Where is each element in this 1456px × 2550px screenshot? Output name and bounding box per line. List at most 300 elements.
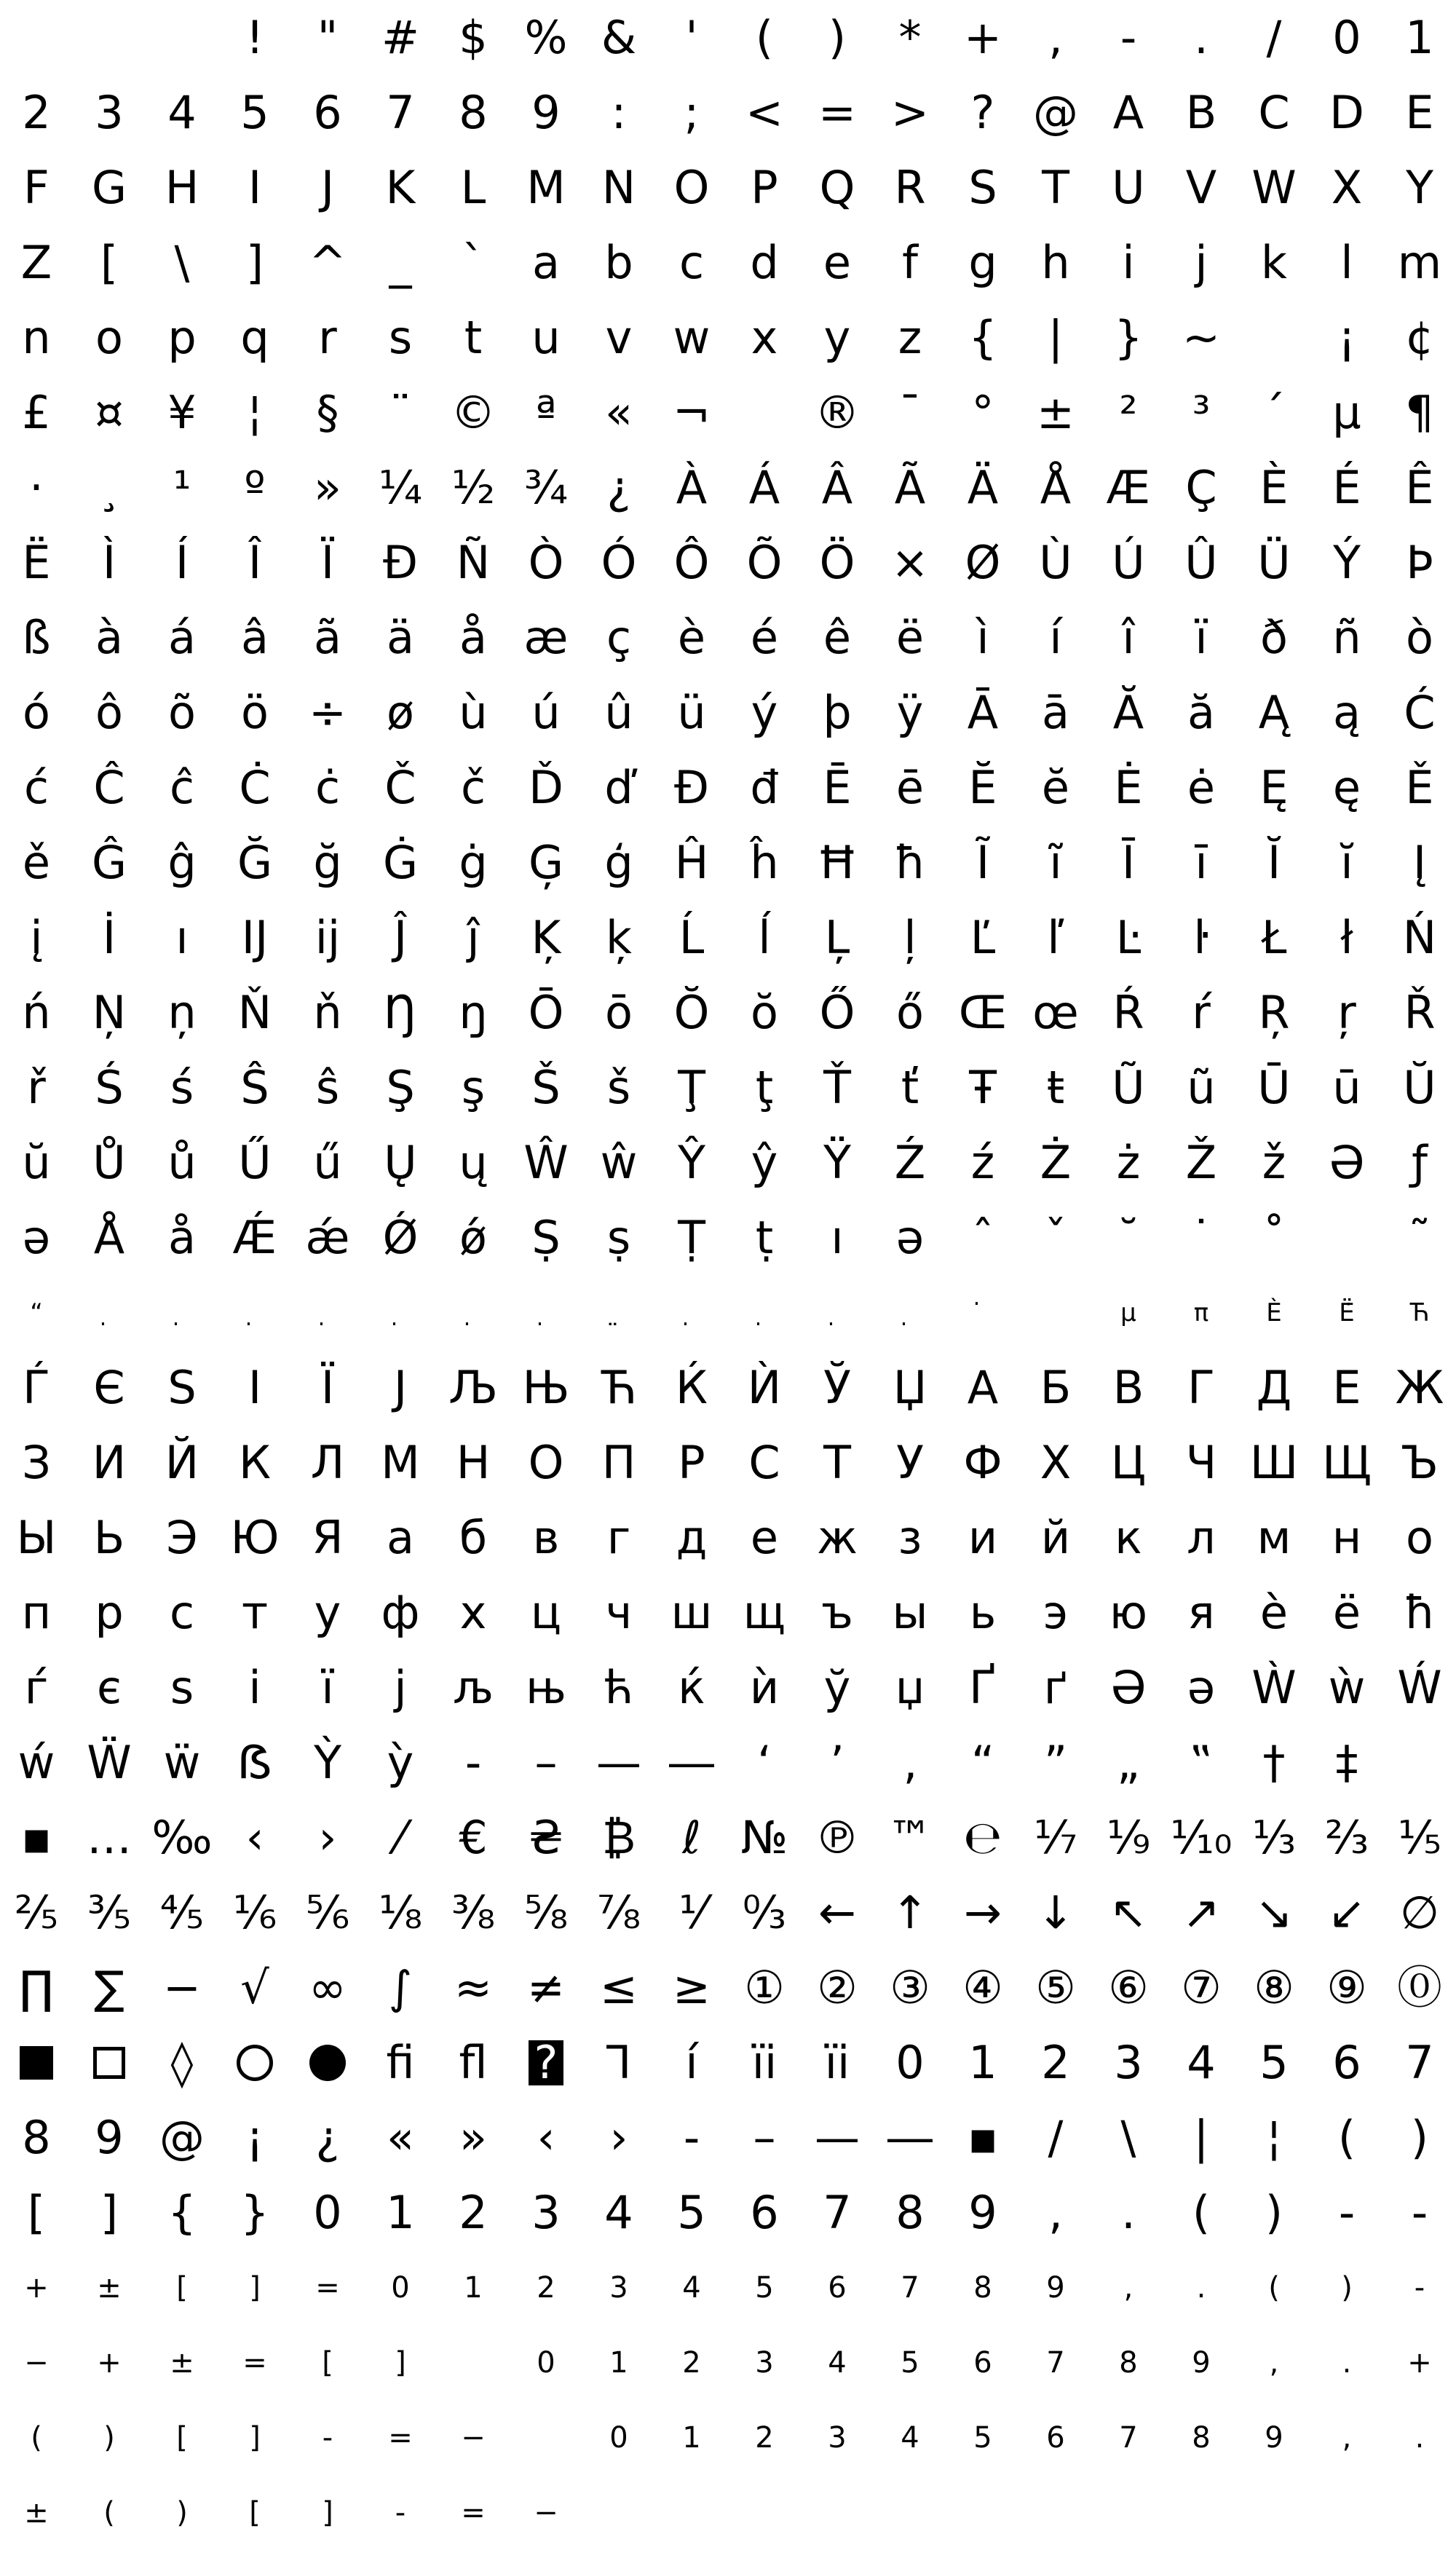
- glyph-cell: ²: [1119, 385, 1138, 439]
- glyph-cell: Ŋ: [383, 985, 418, 1039]
- glyph-cell: a: [532, 235, 560, 289]
- glyph-cell: [291, 1275, 364, 1350]
- glyph-cell: 1: [464, 2270, 483, 2305]
- glyph-cell: Р: [678, 1435, 705, 1489]
- glyph-cell: я: [1187, 1585, 1215, 1639]
- glyph-cell: ª: [535, 385, 557, 439]
- glyph-cell: 7: [1405, 2035, 1434, 2089]
- glyph-cell: *: [898, 10, 922, 64]
- glyph-cell: ↗: [1182, 1885, 1220, 1939]
- glyph-cell: V: [1185, 160, 1217, 214]
- glyph-cell: fl: [459, 2035, 488, 2089]
- glyph-cell: ß: [22, 610, 51, 664]
- glyph-cell: Ш: [1249, 1435, 1299, 1489]
- glyph-cell: —: [815, 2110, 860, 2164]
- glyph-cell: Ü: [1257, 535, 1291, 589]
- glyph-cell: /: [1266, 10, 1282, 64]
- glyph-cell: Є: [93, 1360, 125, 1414]
- glyph-cell: у: [314, 1585, 341, 1639]
- glyph-cell: Ј: [393, 1360, 408, 1414]
- glyph-cell: ,: [1269, 2345, 1279, 2380]
- glyph-cell: Ă: [1112, 685, 1144, 739]
- glyph-cell: ”: [1043, 1735, 1068, 1789]
- glyph-cell: п: [21, 1585, 52, 1639]
- glyph-cell: «: [605, 385, 633, 439]
- glyph-cell: ⅑: [1106, 1810, 1151, 1864]
- glyph-cell: »: [314, 460, 341, 514]
- glyph-cell: ě: [22, 835, 51, 889]
- glyph-cell: 9: [1192, 2345, 1211, 2380]
- glyph-cell: [73, 0, 146, 75]
- notdef-glyph: ?: [529, 2040, 564, 2085]
- glyph-cell: [1310, 1200, 1383, 1275]
- row-latin1-accented-c: [0, 600, 1456, 675]
- glyph-cell: ĭ: [1340, 835, 1353, 889]
- glyph-cell: ŕ: [1192, 985, 1211, 1039]
- glyph-cell: Ỳ: [314, 1735, 341, 1789]
- glyph-cell: Ŭ: [1403, 1060, 1436, 1114]
- glyph-cell: Ô: [673, 535, 710, 589]
- glyph-cell: e: [823, 235, 852, 289]
- glyph-cell: 4: [682, 2270, 701, 2305]
- glyph-cell: u: [531, 310, 561, 364]
- glyph-cell: [218, 1275, 291, 1350]
- glyph-cell: r: [318, 310, 337, 364]
- glyph-cell: 5: [755, 2270, 774, 2305]
- glyph-cell: -: [1414, 2270, 1425, 2305]
- glyph-cell: ⑦: [1181, 1960, 1222, 2014]
- row-latin1-accented-b: [0, 525, 1456, 600]
- glyph-cell: -: [1411, 2185, 1428, 2239]
- glyph-cell: ¨: [389, 385, 412, 439]
- glyph-cell: ⅟: [678, 1885, 705, 1939]
- glyph-cell: û: [604, 685, 633, 739]
- glyph-cell: o: [95, 310, 123, 364]
- glyph-cell: (: [1268, 2270, 1280, 2305]
- row-final-signs: [0, 2475, 1456, 2550]
- glyph-cell: y: [823, 310, 851, 364]
- glyph-cell: ń: [22, 985, 51, 1039]
- glyph-cell: ¡: [245, 2110, 264, 2164]
- glyph-cell: ö: [241, 685, 269, 739]
- glyph-cell: [: [27, 2185, 46, 2239]
- glyph-cell: [1238, 2475, 1310, 2550]
- glyph-cell: è: [1259, 1585, 1289, 1639]
- glyph-cell: ↘: [1255, 1885, 1293, 1939]
- glyph-cell: Ч: [1185, 1435, 1217, 1489]
- row-latin-ext-a-1: [0, 750, 1456, 825]
- row-math-circled-digits: [0, 1950, 1456, 2025]
- glyph-cell: —: [596, 1735, 641, 1789]
- glyph-cell: К: [238, 1435, 272, 1489]
- glyph-cell: [: [322, 2345, 333, 2380]
- glyph-cell: ←: [818, 1885, 856, 1939]
- glyph-cell: Щ: [1322, 1435, 1372, 1489]
- glyph-cell: [801, 1275, 874, 1350]
- glyph-cell: Ø: [965, 535, 1001, 589]
- glyph-cell: Ğ: [237, 835, 273, 889]
- glyph-cell: t: [464, 310, 483, 364]
- row-cyrillic-1: [0, 1350, 1456, 1425]
- glyph-cell: /: [1048, 2110, 1064, 2164]
- glyph-cell: {: [167, 2185, 197, 2239]
- glyph-cell: F: [23, 160, 50, 214]
- glyph-cell: º: [244, 460, 266, 514]
- glyph-cell: Š: [531, 1060, 561, 1114]
- glyph-cell: ‹: [245, 1810, 264, 1864]
- glyph-cell: ₴: [529, 1810, 563, 1864]
- glyph-cell: ý: [751, 685, 778, 739]
- glyph-cell: Ì: [102, 535, 116, 589]
- glyph-cell: №: [740, 1810, 788, 1864]
- glyph-cell: 8: [22, 2110, 51, 2164]
- row-superscript-signs-digits: [0, 2250, 1456, 2325]
- glyph-cell: l: [1340, 235, 1353, 289]
- glyph-cell: ø: [387, 685, 414, 739]
- glyph-cell: =: [388, 2420, 413, 2455]
- glyph-cell: ②: [817, 1960, 858, 2014]
- glyph-cell: 9: [1265, 2420, 1283, 2455]
- glyph-cell: Ç: [1185, 460, 1217, 514]
- glyph-cell: Ō: [528, 985, 564, 1039]
- glyph-cell: ў: [823, 1660, 851, 1714]
- glyph-cell: ⅒: [1170, 1810, 1233, 1864]
- glyph-cell: ъ: [821, 1585, 853, 1639]
- glyph-cell: ´: [1262, 385, 1286, 439]
- glyph-cell: \: [1120, 2110, 1136, 2164]
- glyph-cell: Ļ: [824, 910, 850, 964]
- row-subscript-parens-digits: [0, 2400, 1456, 2475]
- glyph-cell: ь: [969, 1585, 997, 1639]
- glyph-cell: 9: [1046, 2270, 1065, 2305]
- glyph-cell: Å: [93, 1210, 125, 1264]
- glyph-cell: љ: [453, 1660, 494, 1714]
- glyph-cell: Г: [1187, 1360, 1215, 1414]
- glyph-cell: 4: [828, 2345, 847, 2380]
- glyph-cell: ¾: [523, 460, 569, 514]
- glyph-cell: ı: [175, 910, 189, 964]
- glyph-cell: œ: [1032, 985, 1079, 1039]
- glyph-cell: ⅕: [1397, 1810, 1442, 1864]
- glyph-cell: ⅐: [1033, 1810, 1078, 1864]
- glyph-cell: s: [388, 310, 413, 364]
- glyph-cell: 8: [1192, 2420, 1211, 2455]
- glyph-cell: ‟: [1189, 1735, 1214, 1789]
- glyph-cell: 2: [459, 2185, 488, 2239]
- glyph-cell: ": [317, 10, 339, 64]
- glyph-cell: ţ: [755, 1060, 774, 1114]
- glyph-cell: ): [828, 10, 847, 64]
- glyph-cell: Ь: [93, 1510, 125, 1564]
- glyph-cell: ы: [892, 1585, 928, 1639]
- glyph-cell: š: [606, 1060, 631, 1114]
- glyph-cell: E: [1405, 85, 1434, 139]
- glyph-cell: ƒ: [1412, 1135, 1428, 1189]
- glyph-cell: W: [1251, 160, 1297, 214]
- glyph-cell: Э: [166, 1510, 198, 1564]
- glyph-cell: ĩ: [1049, 835, 1062, 889]
- glyph-cell: B: [1185, 85, 1217, 139]
- glyph-cell: £: [22, 385, 51, 439]
- glyph-cell: о: [1406, 1510, 1433, 1564]
- glyph-cell: ≤: [600, 1960, 638, 2014]
- glyph-cell: б: [459, 1510, 488, 1564]
- hollow-square-glyph: [93, 2047, 125, 2079]
- glyph-cell: Ẁ: [1251, 1660, 1297, 1714]
- glyph-cell: 0: [391, 2270, 410, 2305]
- glyph-cell: 8: [973, 2270, 992, 2305]
- glyph-cell: ī: [1195, 835, 1208, 889]
- glyph-cell: Y: [1406, 160, 1433, 214]
- glyph-cell: Ä: [967, 460, 999, 514]
- glyph-cell: Ű: [238, 1135, 272, 1189]
- glyph-cell: ŗ: [1337, 985, 1356, 1039]
- glyph-cell: Ţ: [678, 1060, 705, 1114]
- glyph-cell: [946, 1275, 1019, 1350]
- glyph-cell: ˘: [1117, 1210, 1140, 1264]
- row-latin1-accented-a: [0, 450, 1456, 525]
- glyph-cell: −: [534, 2495, 558, 2530]
- glyph-cell: Я: [312, 1510, 344, 1564]
- row-latin1-accented-d: [0, 675, 1456, 750]
- glyph-cell: ⅔: [1324, 1810, 1369, 1864]
- glyph-cell: ④: [962, 1960, 1003, 2014]
- glyph-cell: ÿ: [896, 685, 924, 739]
- glyph-cell: [510, 1275, 582, 1350]
- glyph-cell: Ѕ: [167, 1360, 197, 1414]
- glyph-cell: Ĝ: [91, 835, 127, 889]
- glyph-cell: ż: [1116, 1135, 1141, 1189]
- glyph-cell: ķ: [606, 910, 632, 964]
- glyph-cell: ≈: [454, 1960, 492, 2014]
- glyph-cell: f: [902, 235, 918, 289]
- glyph-cell: @: [1033, 85, 1078, 139]
- glyph-cell: ‰: [151, 1810, 213, 1864]
- glyph-cell: [874, 1275, 946, 1350]
- glyph-cell: Ń: [1402, 910, 1437, 964]
- glyph-cell: À: [676, 460, 708, 514]
- glyph-cell: Ā: [967, 685, 999, 739]
- glyph-cell: Ý: [1333, 535, 1361, 589]
- glyph-cell: Ə: [1329, 1135, 1365, 1189]
- glyph-cell: Ю: [230, 1510, 280, 1564]
- glyph-cell: Ә: [1110, 1660, 1147, 1714]
- glyph-cell: ĳ: [314, 910, 341, 964]
- glyph-cell: .: [1415, 2420, 1425, 2455]
- glyph-cell: ë: [895, 610, 925, 664]
- glyph-cell: ±: [97, 2270, 122, 2305]
- glyph-cell: М: [381, 1435, 420, 1489]
- glyph-cell: ú: [531, 685, 561, 739]
- glyph-cell: ,: [1048, 2185, 1063, 2239]
- glyph-cell: †: [1262, 1735, 1286, 1789]
- glyph-cell: ħ: [894, 835, 926, 889]
- glyph-cell: ő: [896, 985, 924, 1039]
- glyph-cell: 1: [1405, 10, 1434, 64]
- glyph-cell: 0: [609, 2420, 628, 2455]
- glyph-cell: ť: [901, 1060, 919, 1114]
- glyph-cell: Ŏ: [673, 985, 710, 1039]
- glyph-cell: É: [1332, 460, 1361, 514]
- glyph-cell: Д: [1256, 1360, 1292, 1414]
- glyph-cell: ň: [313, 985, 342, 1039]
- glyph-cell: ―: [669, 1735, 714, 1789]
- glyph-cell: –: [753, 2110, 776, 2164]
- glyph-cell: ǽ: [305, 1210, 350, 1264]
- glyph-cell: [437, 2325, 510, 2400]
- glyph-cell: ,: [1123, 2270, 1133, 2305]
- glyph-cell: э: [1042, 1585, 1069, 1639]
- glyph-cell: -: [322, 2420, 333, 2455]
- glyph-cell: [0, 2025, 73, 2100]
- glyph-cell: ¢: [1405, 310, 1434, 364]
- glyph-cell: Ĭ: [1267, 835, 1281, 889]
- glyph-cell: и: [968, 1510, 998, 1564]
- glyph-cell: ~: [1182, 310, 1220, 364]
- glyph-cell: (: [31, 2420, 42, 2455]
- glyph-cell: [801, 2475, 874, 2550]
- glyph-cell: ř: [27, 1060, 46, 1114]
- glyph-cell: ¡: [1337, 310, 1356, 364]
- glyph-cell: µ: [1120, 1298, 1136, 1327]
- glyph-cell: Ũ: [1112, 1060, 1145, 1114]
- glyph-cell: ï: [1195, 610, 1208, 664]
- glyph-cell: к: [1115, 1510, 1142, 1564]
- glyph-cell: Ґ: [969, 1660, 997, 1714]
- row-subscript-signs-digits: [0, 2325, 1456, 2400]
- glyph-cell: ’: [830, 1735, 844, 1789]
- glyph-cell: м: [1257, 1510, 1291, 1564]
- glyph-cell: Ů: [92, 1135, 126, 1189]
- glyph-cell: Á: [748, 460, 780, 514]
- glyph-cell: 5: [901, 2345, 919, 2380]
- glyph-cell: Ã: [894, 460, 926, 514]
- glyph-cell: 6: [828, 2270, 847, 2305]
- glyph-cell: (: [1192, 2185, 1211, 2239]
- glyph-cell: ⅙: [232, 1885, 277, 1939]
- row-shapes-ligatures-digits: [0, 2025, 1456, 2100]
- glyph-cell: ⑧: [1254, 1960, 1294, 2014]
- glyph-cell: Ы: [16, 1510, 57, 1564]
- glyph-cell: ẃ: [17, 1735, 55, 1789]
- glyph-cell: Ď: [529, 760, 563, 814]
- glyph-cell: ∑: [94, 1960, 124, 2014]
- glyph-cell: ‚: [903, 1735, 917, 1789]
- glyph-cell: ů: [167, 1135, 197, 1189]
- glyph-cell: ¤: [95, 385, 124, 439]
- glyph-cell: 1: [968, 2035, 997, 2089]
- glyph-cell: ⅓: [1251, 1810, 1297, 1864]
- glyph-cell: ј: [394, 1660, 407, 1714]
- glyph-cell: ŀ: [1193, 910, 1209, 964]
- glyph-cell: ∏: [19, 1960, 54, 2014]
- glyph-cell: О: [528, 1435, 564, 1489]
- glyph-cell: |: [1193, 2110, 1209, 2164]
- glyph-cell: [1019, 2475, 1092, 2550]
- glyph-cell: ¯: [898, 385, 922, 439]
- glyph-cell: У: [896, 1435, 924, 1489]
- glyph-cell: ŭ: [22, 1135, 51, 1189]
- glyph-cell: Ê: [1405, 460, 1434, 514]
- glyph-cell: ℗: [815, 1810, 860, 1864]
- glyph-cell: 8: [459, 85, 488, 139]
- glyph-cell: ļ: [903, 910, 917, 964]
- glyph-cell: Ź: [894, 1135, 926, 1189]
- glyph-cell: ≥: [673, 1960, 711, 2014]
- glyph-cell: :: [611, 85, 627, 139]
- glyph-cell: p: [167, 310, 197, 364]
- glyph-cell: ½: [451, 460, 496, 514]
- glyph-cell: [1383, 1725, 1456, 1800]
- glyph-cell: [582, 1275, 655, 1350]
- glyph-cell: ä: [387, 610, 414, 664]
- glyph-cell: “: [30, 1298, 43, 1327]
- glyph-cell: 7: [823, 2185, 852, 2239]
- glyph-cell: ğ: [313, 835, 342, 889]
- glyph-cell: Ģ: [528, 835, 564, 889]
- row-latin1-symbols: [0, 375, 1456, 450]
- glyph-cell: Ꞁ: [606, 2035, 632, 2089]
- glyph-cell: Ћ: [1409, 1298, 1430, 1327]
- glyph-cell: ⑥: [1108, 1960, 1149, 2014]
- glyph-cell: è: [677, 610, 706, 664]
- glyph-cell: @: [159, 2110, 205, 2164]
- glyph-cell: Ċ: [239, 760, 271, 814]
- row-digits-uppercase-a: [0, 75, 1456, 150]
- glyph-cell: &: [601, 10, 637, 64]
- glyph-cell: Ў: [823, 1360, 851, 1414]
- glyph-cell: 8: [895, 2185, 925, 2239]
- glyph-cell: 0: [895, 2035, 925, 2089]
- glyph-cell: î: [1122, 610, 1135, 664]
- glyph-cell: ³: [1192, 385, 1211, 439]
- glyph-cell: Џ: [893, 1360, 927, 1414]
- glyph-cell: Õ: [746, 535, 783, 589]
- glyph-cell: d: [750, 235, 779, 289]
- glyph-cell: m: [1397, 235, 1442, 289]
- glyph-cell: е: [750, 1510, 779, 1564]
- glyph-cell: 1: [609, 2345, 628, 2380]
- glyph-cell: [73, 1275, 146, 1350]
- glyph-cell: ¼: [378, 460, 423, 514]
- glyph-cell: Ś: [95, 1060, 124, 1114]
- glyph-cell: −: [461, 2420, 486, 2455]
- glyph-cell: Ù: [1039, 535, 1072, 589]
- glyph-cell: k: [1261, 235, 1287, 289]
- glyph-cell: i: [1122, 235, 1135, 289]
- glyph-cell: −: [163, 1960, 201, 2014]
- glyph-cell: 2: [682, 2345, 701, 2380]
- glyph-cell: Ĵ: [393, 910, 408, 964]
- row-latin-ext-a-3: [0, 900, 1456, 975]
- glyph-cell: Х: [1040, 1435, 1072, 1489]
- glyph-cell: Ş: [386, 1060, 415, 1114]
- glyph-cell: …: [87, 1810, 132, 1864]
- glyph-cell: (: [755, 10, 774, 64]
- glyph-cell: Ö: [819, 535, 855, 589]
- glyph-cell: ¿: [315, 2110, 340, 2164]
- glyph-cell: Ĥ: [674, 835, 709, 889]
- glyph-cell: U: [1112, 160, 1145, 214]
- glyph-cell: [510, 2025, 582, 2100]
- glyph-cell: ẁ: [1328, 1660, 1366, 1714]
- glyph-cell: 5: [677, 2185, 706, 2239]
- glyph-cell: ˙: [1190, 1210, 1213, 1264]
- glyph-cell: ќ: [678, 1660, 705, 1714]
- glyph-cell: Œ: [958, 985, 1008, 1039]
- glyph-cell: Ř: [1404, 985, 1436, 1039]
- glyph-cell: В: [1112, 1360, 1144, 1414]
